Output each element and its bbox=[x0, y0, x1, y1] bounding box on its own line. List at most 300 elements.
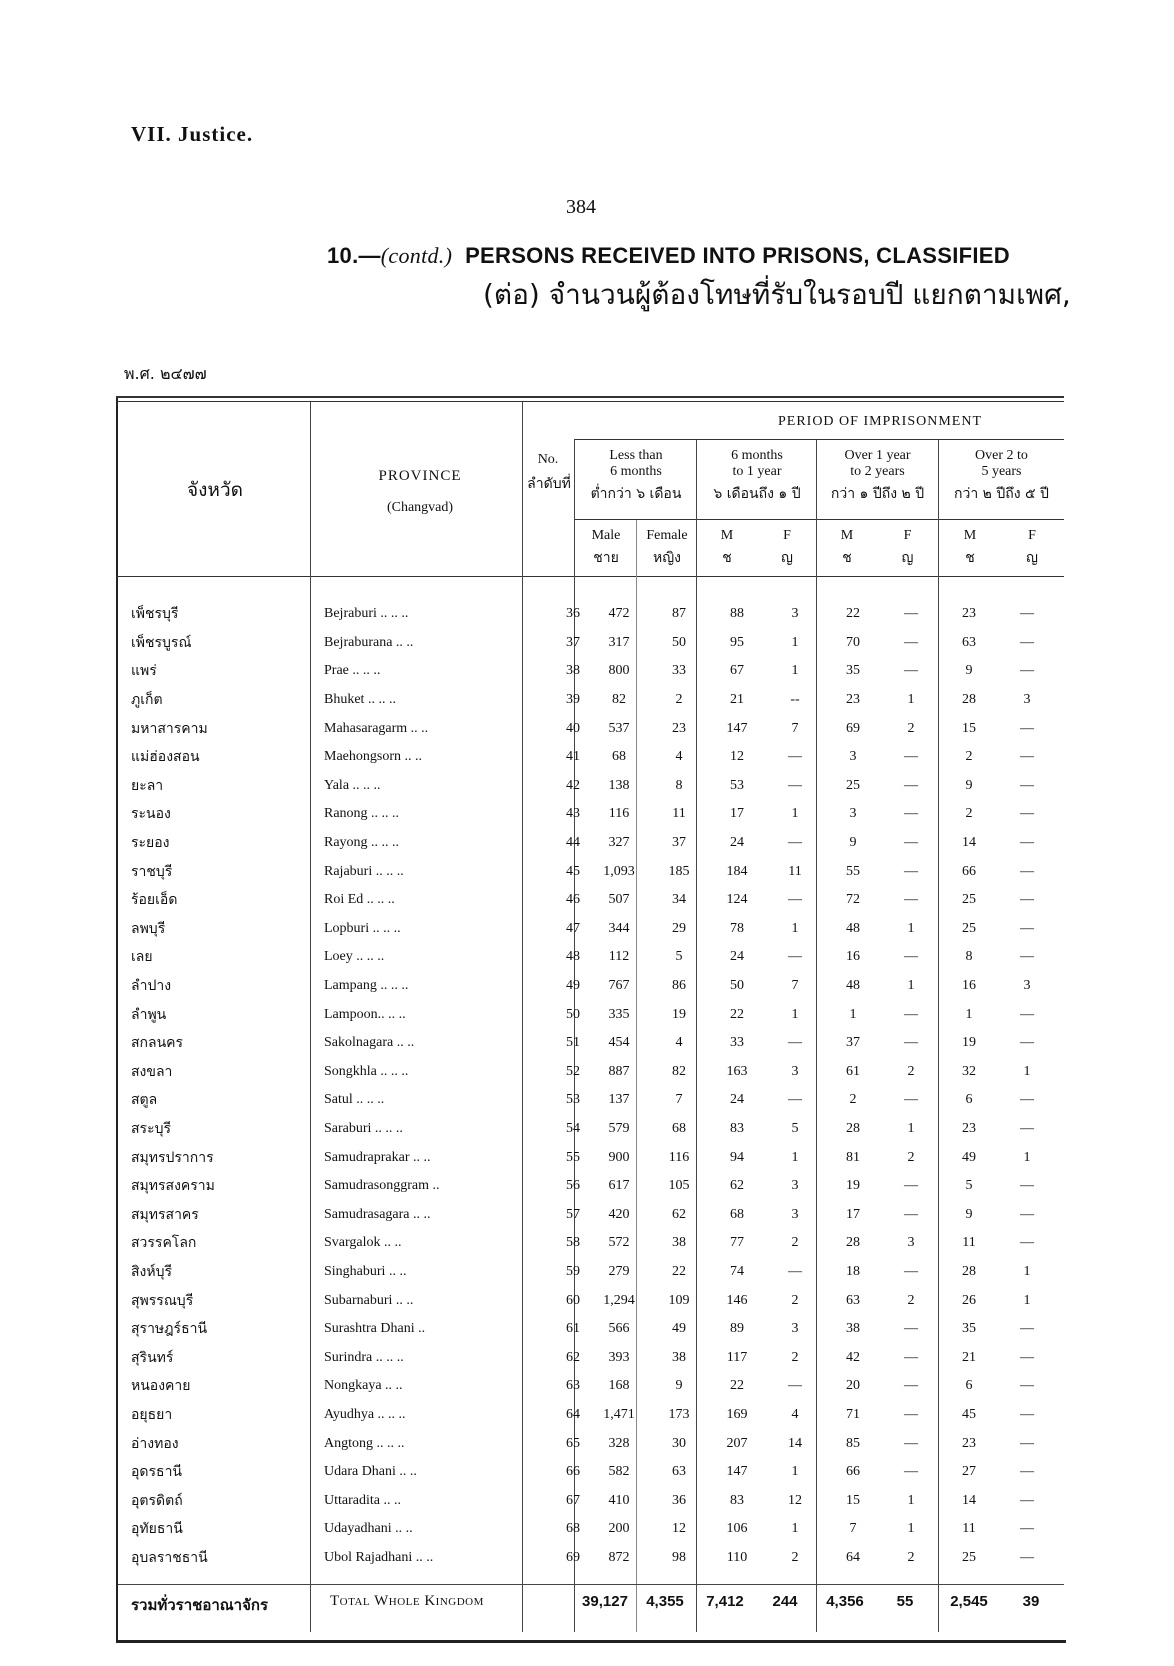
table-row bbox=[118, 600, 1056, 629]
group-4-en1: Over 2 to bbox=[975, 448, 1028, 463]
period-value-cell: 2 bbox=[791, 1292, 799, 1308]
total-value: 244 bbox=[772, 1593, 798, 1610]
period-value-cell: 28 bbox=[962, 692, 976, 708]
spacer-cell bbox=[580, 1029, 588, 1058]
period-value-cell: 1 bbox=[907, 978, 915, 994]
table-row bbox=[118, 686, 1056, 715]
group-3-en1: Over 1 year bbox=[844, 448, 911, 463]
period-value-cell: 20 bbox=[846, 1378, 860, 1394]
sub-8-th: ญ bbox=[1026, 550, 1038, 566]
period-value-cell: 36 bbox=[672, 1492, 686, 1508]
period-value-cell: 393 bbox=[608, 1349, 630, 1365]
period-value-cell: 71 bbox=[846, 1406, 860, 1422]
row-number: 61 bbox=[566, 1321, 580, 1337]
header-province: PROVINCE bbox=[378, 468, 462, 484]
period-value-cell: 767 bbox=[608, 978, 630, 994]
changvad-thai-name: เลย bbox=[131, 949, 153, 966]
period-value-cell: 2 bbox=[791, 1235, 799, 1251]
province-name: Samudraprakar .. .. bbox=[324, 1149, 431, 1165]
sub-header-5 bbox=[817, 528, 877, 566]
period-value-cell: 69 bbox=[846, 720, 860, 736]
sub-1-th: ชาย bbox=[593, 550, 619, 566]
table-title-english bbox=[327, 243, 1010, 269]
province-name: Ubol Rajadhani .. .. bbox=[324, 1549, 434, 1565]
province-name: Prae .. .. .. bbox=[324, 663, 381, 679]
row-number: 63 bbox=[566, 1378, 580, 1394]
changvad-thai-name: เพ็ชรบุรี bbox=[131, 606, 179, 623]
group-4-th: กว่า ๒ ปีถึง ๕ ปี bbox=[954, 486, 1049, 502]
period-value-cell: — bbox=[904, 1092, 918, 1108]
province-name: Samudrasonggram .. bbox=[324, 1178, 440, 1194]
changvad-thai-name: ระยอง bbox=[131, 835, 170, 852]
table-row bbox=[118, 1115, 1056, 1144]
province-name: Bhuket .. .. .. bbox=[324, 692, 396, 708]
period-value-cell: 6 bbox=[965, 1092, 973, 1108]
changvad-thai-name: สุราษฎร์ธานี bbox=[131, 1321, 208, 1338]
spacer-cell bbox=[580, 686, 588, 715]
period-value-cell: — bbox=[904, 1206, 918, 1222]
period-value-cell: 19 bbox=[962, 1035, 976, 1051]
period-value-cell: 11 bbox=[672, 806, 686, 822]
period-value-cell: 74 bbox=[730, 1263, 744, 1279]
top-rule bbox=[116, 396, 1064, 398]
period-value-cell: 7 bbox=[849, 1521, 857, 1537]
province-name: Roi Ed .. .. .. bbox=[324, 892, 395, 908]
period-value-cell: 1 bbox=[791, 663, 799, 679]
province-name: Rajaburi .. .. .. bbox=[324, 863, 404, 879]
sub-2-en: Female bbox=[646, 528, 688, 543]
period-value-cell: 1 bbox=[965, 1006, 973, 1022]
period-value-cell: 63 bbox=[962, 634, 976, 650]
province-name: Udayadhani .. .. bbox=[324, 1521, 413, 1537]
period-value-cell: 168 bbox=[608, 1378, 630, 1394]
group-1-en1: Less than bbox=[609, 448, 663, 463]
period-value-cell: 207 bbox=[726, 1435, 748, 1451]
header-bottom-rule bbox=[116, 576, 1064, 577]
sub-header-3 bbox=[697, 528, 757, 566]
period-value-cell: 566 bbox=[608, 1321, 630, 1337]
period-value-cell: 66 bbox=[962, 863, 976, 879]
spacer-cell bbox=[580, 972, 588, 1001]
title-contd: (contd.) bbox=[380, 243, 453, 268]
period-value-cell: 2 bbox=[907, 720, 915, 736]
period-value-cell: — bbox=[1020, 1521, 1034, 1537]
period-value-cell: 317 bbox=[608, 634, 630, 650]
period-value-cell: — bbox=[904, 892, 918, 908]
period-value-cell: 28 bbox=[846, 1120, 860, 1136]
table-row bbox=[118, 1458, 1056, 1487]
period-value-cell: 4 bbox=[675, 749, 683, 765]
province-name: Nongkaya .. .. bbox=[324, 1378, 403, 1394]
spacer-cell bbox=[580, 657, 588, 686]
period-value-cell: 30 bbox=[672, 1435, 686, 1451]
header-province-sub: (Changvad) bbox=[386, 500, 454, 515]
sub-header-7 bbox=[939, 528, 1001, 566]
period-value-cell: 1 bbox=[907, 920, 915, 936]
period-value-cell: — bbox=[1020, 806, 1034, 822]
changvad-thai-name: มหาสารคาม bbox=[131, 720, 208, 737]
period-value-cell: — bbox=[788, 1092, 802, 1108]
province-name: Surindra .. .. .. bbox=[324, 1349, 404, 1365]
period-value-cell: 1 bbox=[791, 634, 799, 650]
changvad-thai-name: แพร่ bbox=[131, 663, 157, 680]
period-value-cell: 900 bbox=[608, 1149, 630, 1165]
spacer-cell bbox=[580, 1429, 588, 1458]
row-number: 55 bbox=[566, 1149, 580, 1165]
period-value-cell: 23 bbox=[846, 692, 860, 708]
period-value-cell: — bbox=[1020, 1464, 1034, 1480]
spacer-cell bbox=[580, 886, 588, 915]
period-value-cell: — bbox=[788, 1263, 802, 1279]
group-1-en2: 6 months bbox=[610, 464, 662, 479]
period-value-cell: 12 bbox=[672, 1521, 686, 1537]
period-value-cell: 1,294 bbox=[603, 1292, 635, 1308]
period-value-cell: — bbox=[1020, 1006, 1034, 1022]
group-3-en2: to 2 years bbox=[850, 464, 905, 479]
period-value-cell: 28 bbox=[846, 1235, 860, 1251]
period-value-cell: 48 bbox=[846, 978, 860, 994]
spacer-cell bbox=[580, 1343, 588, 1372]
period-value-cell: — bbox=[1020, 1120, 1034, 1136]
period-value-cell: 23 bbox=[962, 1435, 976, 1451]
period-value-cell: 64 bbox=[846, 1549, 860, 1565]
row-number: 37 bbox=[566, 634, 580, 650]
province-name: Yala .. .. .. bbox=[324, 777, 381, 793]
period-value-cell: 83 bbox=[730, 1120, 744, 1136]
table-row bbox=[118, 829, 1056, 858]
spacer-cell bbox=[580, 743, 588, 772]
period-value-cell: 21 bbox=[962, 1349, 976, 1365]
spacer-cell bbox=[580, 1058, 588, 1087]
changvad-thai-name: สิงห์บุรี bbox=[131, 1263, 173, 1280]
period-value-cell: 1 bbox=[907, 1521, 915, 1537]
spacer-cell bbox=[580, 1229, 588, 1258]
period-value-cell: 2 bbox=[675, 692, 683, 708]
table-title-thai: (ต่อ) จำนวนผู้ต้องโทษที่รับในรอบปี แยกตามเพศ, bbox=[483, 278, 1071, 311]
period-value-cell: 94 bbox=[730, 1149, 744, 1165]
sub-6-th: ญ bbox=[901, 550, 914, 566]
period-value-cell: 28 bbox=[962, 1263, 976, 1279]
period-value-cell: 72 bbox=[846, 892, 860, 908]
period-value-cell: — bbox=[904, 749, 918, 765]
period-value-cell: 1 bbox=[791, 1149, 799, 1165]
group-2-th: ๖ เดือนถึง ๑ ปี bbox=[713, 486, 801, 502]
period-value-cell: 77 bbox=[730, 1235, 744, 1251]
period-value-cell: 3 bbox=[791, 1063, 799, 1079]
period-value-cell: 34 bbox=[672, 892, 686, 908]
spacer-cell bbox=[580, 800, 588, 829]
row-number: 56 bbox=[566, 1178, 580, 1194]
period-value-cell: 1 bbox=[791, 1521, 799, 1537]
row-number: 54 bbox=[566, 1120, 580, 1136]
period-value-cell: — bbox=[1020, 1549, 1034, 1565]
period-value-cell: 2 bbox=[907, 1292, 915, 1308]
spacer-cell bbox=[580, 829, 588, 858]
period-value-cell: — bbox=[1020, 749, 1034, 765]
table-row bbox=[118, 915, 1056, 944]
period-value-cell: — bbox=[904, 1321, 918, 1337]
period-value-cell: 17 bbox=[730, 806, 744, 822]
changvad-thai-name: สุรินทร์ bbox=[131, 1349, 174, 1366]
period-value-cell: — bbox=[904, 606, 918, 622]
period-value-cell: — bbox=[1020, 920, 1034, 936]
period-value-cell: 15 bbox=[962, 720, 976, 736]
period-value-cell: 49 bbox=[962, 1149, 976, 1165]
period-value-cell: 5 bbox=[675, 949, 683, 965]
changvad-thai-name: ลำปาง bbox=[131, 978, 172, 995]
sub-4-th: ญ bbox=[781, 550, 793, 566]
period-value-cell: 2 bbox=[791, 1349, 799, 1365]
changvad-thai-name: เพ็ชรบูรณ์ bbox=[131, 634, 192, 651]
period-value-cell: 49 bbox=[672, 1321, 686, 1337]
period-value-cell: 185 bbox=[668, 863, 690, 879]
period-value-cell: 35 bbox=[962, 1321, 976, 1337]
period-value-cell: 62 bbox=[672, 1206, 686, 1222]
table-row bbox=[118, 1143, 1056, 1172]
row-number: 36 bbox=[566, 606, 580, 622]
period-value-cell: 116 bbox=[668, 1149, 690, 1165]
period-value-cell: 25 bbox=[962, 1549, 976, 1565]
period-value-cell: 98 bbox=[672, 1549, 686, 1565]
period-value-cell: — bbox=[1020, 1406, 1034, 1422]
period-value-cell: 45 bbox=[962, 1406, 976, 1422]
row-number: 50 bbox=[566, 1006, 580, 1022]
period-value-cell: — bbox=[904, 1263, 918, 1279]
period-value-cell: 68 bbox=[672, 1120, 686, 1136]
sub-header-2 bbox=[637, 528, 697, 566]
period-value-cell: 19 bbox=[846, 1178, 860, 1194]
period-value-cell: 11 bbox=[962, 1521, 976, 1537]
sub-header-6 bbox=[877, 528, 938, 566]
period-value-cell: 25 bbox=[846, 777, 860, 793]
period-value-cell: -- bbox=[790, 692, 800, 708]
period-value-cell: — bbox=[1020, 835, 1034, 851]
group-4-header bbox=[939, 448, 1064, 502]
spacer-cell bbox=[580, 1115, 588, 1144]
period-value-cell: 63 bbox=[672, 1464, 686, 1480]
period-value-cell: 22 bbox=[730, 1378, 744, 1394]
period-value-cell: 1 bbox=[791, 1464, 799, 1480]
total-value: 7,412 bbox=[706, 1593, 744, 1610]
period-value-cell: 24 bbox=[730, 1092, 744, 1108]
period-value-cell: 29 bbox=[672, 920, 686, 936]
table-row bbox=[118, 1515, 1056, 1544]
row-number: 39 bbox=[566, 692, 580, 708]
table-row bbox=[118, 1372, 1056, 1401]
changvad-thai-name: ยะลา bbox=[131, 777, 164, 794]
period-value-cell: 7 bbox=[791, 720, 799, 736]
total-value: 2,545 bbox=[950, 1593, 988, 1610]
period-value-cell: 1,093 bbox=[603, 863, 635, 879]
period-value-cell: 4 bbox=[791, 1406, 799, 1422]
province-name: Mahasaragarm .. .. bbox=[324, 720, 429, 736]
table-row bbox=[118, 886, 1056, 915]
table-row bbox=[118, 1286, 1056, 1315]
total-label-thai: รวมทั่วราชอาณาจักร bbox=[131, 1596, 269, 1614]
period-value-cell: 105 bbox=[668, 1178, 690, 1194]
sub-5-th: ช bbox=[842, 550, 852, 566]
period-value-cell: — bbox=[1020, 1321, 1034, 1337]
period-value-cell: 61 bbox=[846, 1063, 860, 1079]
period-value-cell: 24 bbox=[730, 835, 744, 851]
period-value-cell: 3 bbox=[907, 1235, 915, 1251]
province-name: Maehongsorn .. .. bbox=[324, 749, 422, 765]
row-number: 60 bbox=[566, 1292, 580, 1308]
period-value-cell: 17 bbox=[846, 1206, 860, 1222]
period-value-cell: 78 bbox=[730, 920, 744, 936]
total-value: 55 bbox=[896, 1593, 914, 1610]
period-value-cell: 23 bbox=[962, 1120, 976, 1136]
changvad-thai-name: สุพรรณบุรี bbox=[131, 1292, 194, 1309]
spacer-cell bbox=[580, 1544, 588, 1573]
period-value-cell: 9 bbox=[965, 663, 973, 679]
period-value-cell: 9 bbox=[965, 777, 973, 793]
changvad-thai-name: สวรรคโลก bbox=[131, 1235, 197, 1252]
period-value-cell: 82 bbox=[672, 1063, 686, 1079]
spacer-cell bbox=[580, 1172, 588, 1201]
period-value-cell: 3 bbox=[791, 606, 799, 622]
province-name: Surashtra Dhani .. bbox=[324, 1321, 426, 1337]
sub-header-4 bbox=[757, 528, 817, 566]
changvad-thai-name: อุทัยธานี bbox=[131, 1521, 183, 1538]
period-value-cell: 1 bbox=[849, 1006, 857, 1022]
province-name: Ayudhya .. .. .. bbox=[324, 1406, 406, 1422]
period-value-cell: — bbox=[1020, 1178, 1034, 1194]
table-row bbox=[118, 629, 1056, 658]
row-number: 69 bbox=[566, 1549, 580, 1565]
period-value-cell: — bbox=[1020, 634, 1034, 650]
group-1-th: ต่ำกว่า ๖ เดือน bbox=[590, 486, 682, 502]
period-value-cell: 11 bbox=[788, 863, 802, 879]
period-value-cell: 50 bbox=[672, 634, 686, 650]
table-row bbox=[118, 1401, 1056, 1430]
period-value-cell: — bbox=[1020, 777, 1034, 793]
period-value-cell: — bbox=[788, 949, 802, 965]
row-number: 38 bbox=[566, 663, 580, 679]
province-name: Lampoon.. .. .. bbox=[324, 1006, 406, 1022]
total-row bbox=[118, 1584, 1064, 1619]
period-value-cell: 6 bbox=[965, 1378, 973, 1394]
spacer-cell bbox=[580, 1258, 588, 1287]
group-4-en2: 5 years bbox=[981, 464, 1022, 479]
period-value-cell: 25 bbox=[962, 892, 976, 908]
group-2-header bbox=[697, 448, 817, 502]
period-value-cell: 887 bbox=[608, 1063, 630, 1079]
period-value-cell: 9 bbox=[849, 835, 857, 851]
period-value-cell: 3 bbox=[849, 749, 857, 765]
changvad-thai-name: สระบุรี bbox=[131, 1120, 171, 1137]
period-value-cell: 68 bbox=[730, 1206, 744, 1222]
period-value-cell: 12 bbox=[730, 749, 744, 765]
period-value-cell: — bbox=[904, 949, 918, 965]
period-value-cell: — bbox=[1020, 1492, 1034, 1508]
spacer-cell bbox=[580, 1086, 588, 1115]
changvad-thai-name: หนองคาย bbox=[131, 1378, 191, 1395]
period-value-cell: — bbox=[1020, 863, 1034, 879]
period-rule bbox=[574, 439, 1064, 440]
province-name: Angtong .. .. .. bbox=[324, 1435, 405, 1451]
period-value-cell: 335 bbox=[608, 1006, 630, 1022]
period-value-cell: 15 bbox=[846, 1492, 860, 1508]
period-value-cell: 116 bbox=[608, 806, 630, 822]
period-value-cell: 117 bbox=[726, 1349, 748, 1365]
period-value-cell: 200 bbox=[608, 1521, 630, 1537]
period-value-cell: — bbox=[904, 634, 918, 650]
period-value-cell: 11 bbox=[962, 1235, 976, 1251]
period-value-cell: 1 bbox=[791, 1006, 799, 1022]
spacer-cell bbox=[580, 857, 588, 886]
period-value-cell: — bbox=[1020, 1092, 1034, 1108]
row-number: 43 bbox=[566, 806, 580, 822]
row-number: 59 bbox=[566, 1263, 580, 1279]
period-value-cell: — bbox=[904, 1035, 918, 1051]
period-value-cell: 82 bbox=[612, 692, 626, 708]
period-value-cell: 23 bbox=[962, 606, 976, 622]
period-value-cell: 147 bbox=[726, 1464, 748, 1480]
province-name: Svargalok .. .. bbox=[324, 1235, 402, 1251]
period-value-cell: 106 bbox=[726, 1521, 748, 1537]
changvad-thai-name: ลำพูน bbox=[131, 1006, 167, 1023]
period-value-cell: — bbox=[904, 1464, 918, 1480]
total-value: 39 bbox=[1022, 1593, 1040, 1610]
period-value-cell: — bbox=[904, 777, 918, 793]
spacer-cell bbox=[580, 1515, 588, 1544]
period-value-cell: 33 bbox=[672, 663, 686, 679]
row-number: 67 bbox=[566, 1492, 580, 1508]
period-value-cell: 88 bbox=[730, 606, 744, 622]
top-rule-thin bbox=[116, 401, 1064, 402]
period-value-cell: — bbox=[904, 1349, 918, 1365]
table-row bbox=[118, 1486, 1056, 1515]
title-main: PERSONS RECEIVED INTO PRISONS, CLASSIFIED bbox=[465, 243, 1010, 268]
spacer-cell bbox=[580, 1000, 588, 1029]
period-value-cell: 87 bbox=[672, 606, 686, 622]
row-number: 52 bbox=[566, 1063, 580, 1079]
table-row bbox=[118, 1544, 1056, 1573]
spacer-cell bbox=[580, 772, 588, 801]
period-value-cell: 89 bbox=[730, 1321, 744, 1337]
period-value-cell: — bbox=[788, 777, 802, 793]
province-name: Ranong .. .. .. bbox=[324, 806, 400, 822]
period-value-cell: 37 bbox=[672, 835, 686, 851]
total-value: 39,127 bbox=[582, 1593, 628, 1610]
period-value-cell: 23 bbox=[672, 720, 686, 736]
row-number: 58 bbox=[566, 1235, 580, 1251]
row-number: 68 bbox=[566, 1521, 580, 1537]
sub-3-en: M bbox=[720, 528, 734, 543]
period-value-cell: 8 bbox=[675, 777, 683, 793]
period-value-cell: — bbox=[904, 806, 918, 822]
changvad-thai-name: สมุทรสาคร bbox=[131, 1206, 199, 1223]
period-value-cell: 800 bbox=[608, 663, 630, 679]
period-value-cell: 48 bbox=[846, 920, 860, 936]
period-value-cell: 22 bbox=[730, 1006, 744, 1022]
period-value-cell: — bbox=[904, 863, 918, 879]
period-value-cell: 579 bbox=[608, 1120, 630, 1136]
period-value-cell: 2 bbox=[907, 1549, 915, 1565]
province-name: Songkhla .. .. .. bbox=[324, 1063, 409, 1079]
spacer-cell bbox=[580, 1458, 588, 1487]
period-value-cell: 38 bbox=[846, 1321, 860, 1337]
province-name: Bejraburana .. .. bbox=[324, 634, 414, 650]
row-number: 41 bbox=[566, 749, 580, 765]
changvad-thai-name: ลพบุรี bbox=[131, 920, 166, 937]
changvad-thai-name: ระนอง bbox=[131, 806, 171, 823]
period-value-cell: 70 bbox=[846, 634, 860, 650]
period-value-cell: 112 bbox=[608, 949, 630, 965]
changvad-thai-name: สมุทรปราการ bbox=[131, 1149, 214, 1166]
spacer-cell bbox=[580, 1372, 588, 1401]
